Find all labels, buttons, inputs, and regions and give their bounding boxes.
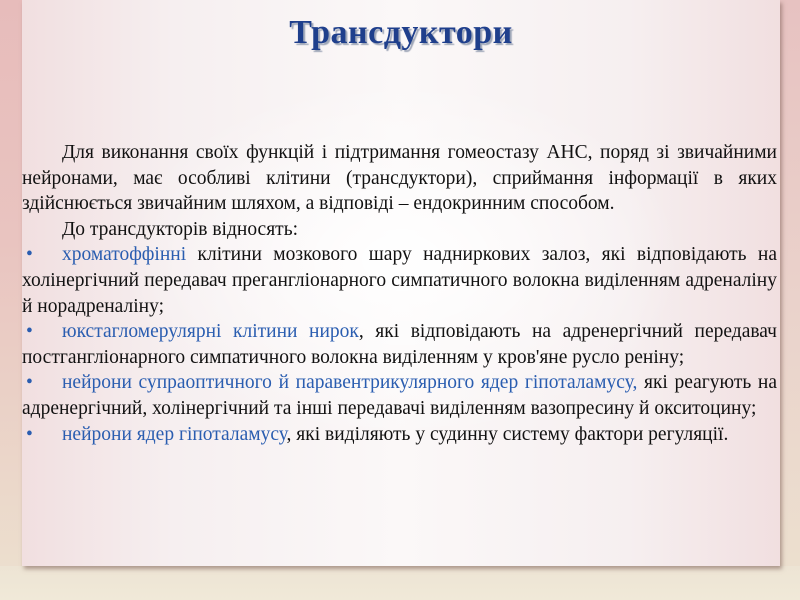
bullet-icon: • xyxy=(26,423,33,445)
list-item-text: які реагують на адренергічний, холінергічний та інші передавачі виділенням вазопресину й окситоцину; xyxy=(22,372,778,419)
list-item-highlight: нейрони супраоптичного й паравентрикулярного ядер гіпоталамусу, xyxy=(62,372,638,394)
slide-frame-bottom xyxy=(0,566,800,600)
slide-frame-left xyxy=(0,0,22,600)
list-item-text: клітини мозкового шару надниркових залоз, які відповідають на холінергічний передавач прегангліонарного симпатичного волокна виділенням адреналіну й норадреналіну; xyxy=(22,244,777,317)
slide-body xyxy=(22,140,777,447)
list-item xyxy=(22,370,777,421)
slide-title: Трансдуктори xyxy=(289,14,513,51)
slide-frame-right xyxy=(778,0,800,600)
list-item xyxy=(22,422,777,448)
list-item-highlight: юкстагломерулярні клітини нирок xyxy=(62,321,359,343)
list-item xyxy=(22,242,777,319)
list-item-text: , які виділяють у судинну систему фактори регуляції. xyxy=(286,423,729,445)
list-item xyxy=(22,319,777,370)
bullet-icon: • xyxy=(26,244,33,266)
slide-panel xyxy=(22,0,780,566)
list-heading: До трансдукторів відносять: xyxy=(62,218,299,240)
intro-paragraph: Для виконання своїх функцій і підтримання гомеостазу АНС, поряд зі звичайними нейронами, має особливі клітини (трансдуктори), сприймання інформації в яких здійснюється звичайним шляхом, а відповіді – ендокринним способом. xyxy=(22,142,777,215)
bullet-icon: • xyxy=(26,321,33,343)
list-item-highlight: нейрони ядер гіпоталамусу xyxy=(62,423,287,445)
bullet-icon: • xyxy=(26,372,33,394)
list-item-text: , які відповідають на адренергічний передавач постгангліонарного симпатичного волокна виділенням у кров'яне русло реніну; xyxy=(22,321,777,368)
list-item-highlight: хроматоффінні xyxy=(62,244,187,266)
